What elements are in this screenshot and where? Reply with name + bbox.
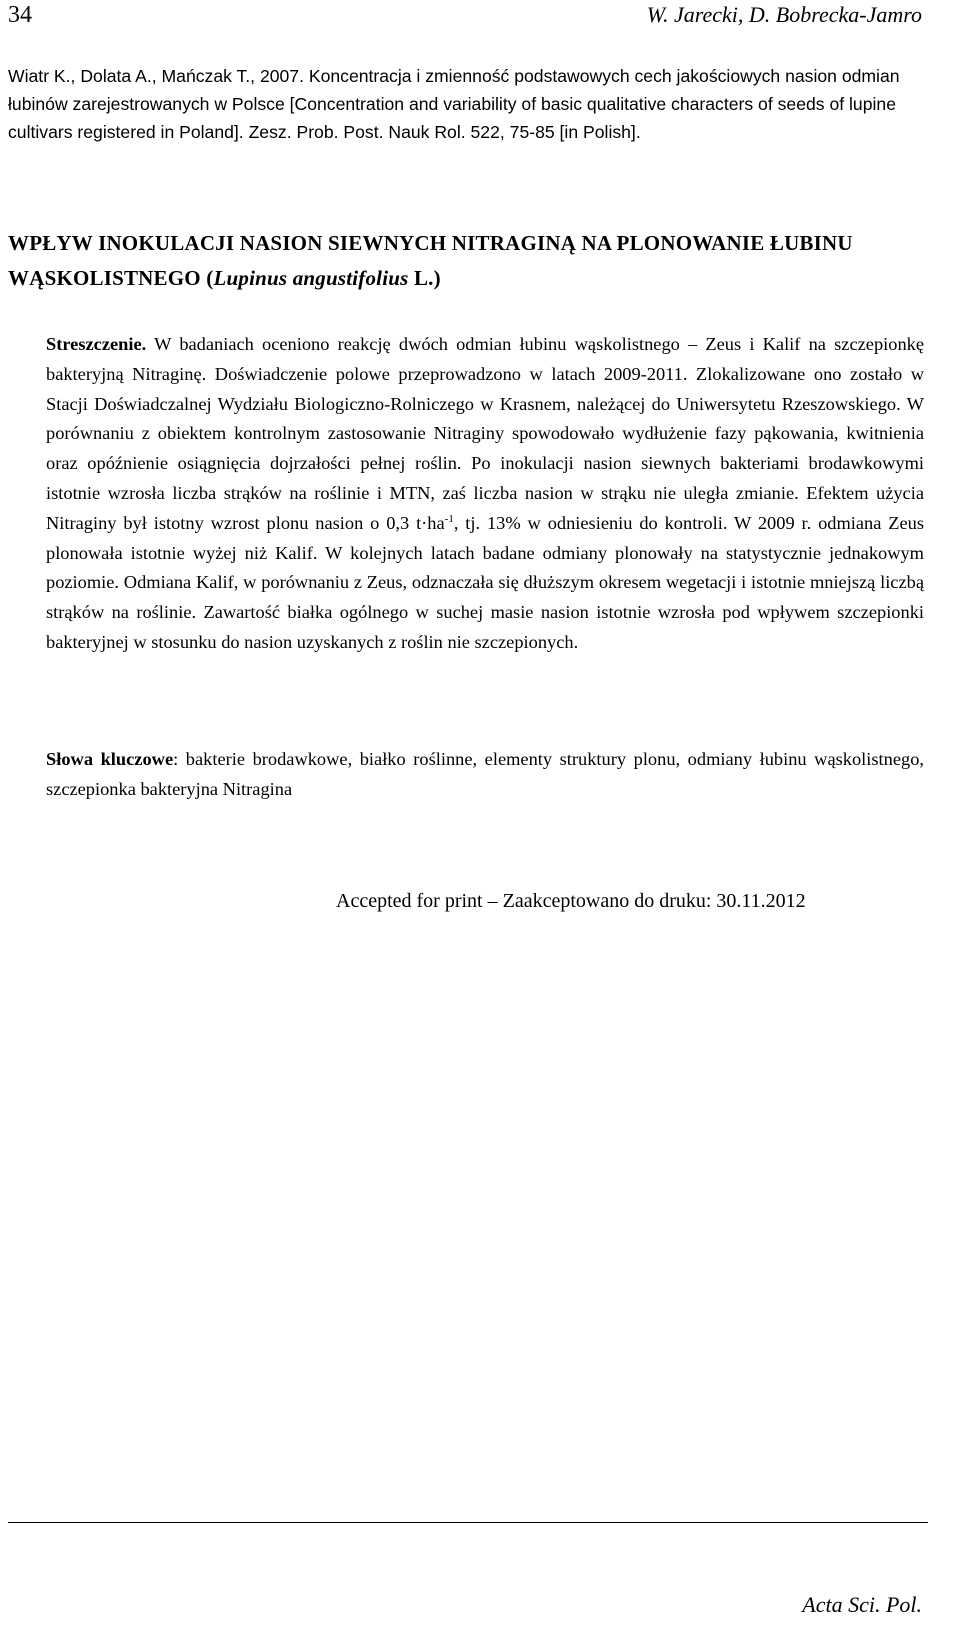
keywords-label: Słowa kluczowe: [46, 749, 174, 769]
reference-entry: Wiatr K., Dolata A., Mańczak T., 2007. Koncentracja i zmienność podstawowych cech jakościowych nasion odmian łubinów zarejestrowanych w Polsce [Concentration and variability of basic qualitative characters of seeds of lupine cultivars registered in Poland]. Zesz. Prob. Post. Nauk Rol. 522, 75-85 [in Polish].: [8, 66, 900, 142]
keywords: [46, 745, 924, 805]
abstract-label: Streszczenie.: [46, 334, 147, 354]
footer-divider: [8, 1522, 928, 1523]
accepted-date: Accepted for print – Zaakceptowano do druku: 30.11.2012: [336, 890, 806, 912]
abstract-text-continued: , tj. 13% w odniesieniu do kontroli. W 2009 r. odmiana Zeus plonowała istotnie wyżej niż Kalif. W kolejnych latach badane odmiany plonowały na statystycznie jednakowym poziomie. Odmiana Kalif, w porównaniu z Zeus, odznaczała się dłuższym okresem wegetacji i istotnie mniejszą liczbą strąków na roślinie. Zawartość białka ogólnego w suchej masie nasion istotnie wzrosła pod wpływem szczepionki bakteryjnej w stosunku do nasion uzyskanych z roślin nie szczepionych.: [46, 512, 925, 652]
page-number: 34: [8, 2, 32, 28]
title-main: WPŁYW INOKULACJI NASION SIEWNYCH NITRAGINĄ NA PLONOWANIE ŁUBINU WĄSKOLISTNEGO (: [8, 231, 853, 290]
running-header-authors: W. Jarecki, D. Bobrecka-Jamro: [646, 2, 922, 27]
abstract-superscript: -1: [444, 512, 454, 525]
article-title: [8, 226, 922, 296]
footer-journal-name: Acta Sci. Pol.: [802, 1592, 922, 1617]
abstract: [46, 330, 924, 658]
keywords-text: : bakterie brodawkowe, białko roślinne, elementy struktury plonu, odmiany łubinu wąskolistnego, szczepionka bakteryjna Nitragina: [46, 749, 924, 799]
title-suffix: L.): [408, 266, 441, 290]
abstract-text: W badaniach oceniono reakcję dwóch odmian łubinu wąskolistnego – Zeus i Kalif na szczepionkę bakteryjną Nitraginę. Doświadczenie polowe przeprowadzono w latach 2009-2011. Zlokalizowane ono zostało w Stacji Doświadczalnej Wydziału Biologiczno-Rolniczego w Krasnem, należącej do Uniwersytetu Rzeszowskiego. W porównaniu z obiektem kontrolnym zastosowanie Nitraginy spowodowało wydłużenie fazy pąkowania, kwitnienia oraz opóźnienie osiągnięcia dojrzałości pełnej roślin. Po inokulacji nasion siewnych bakteriami brodawkowymi istotnie wzrosła liczba strąków na roślinie i MTN, zaś liczba nasion w strąku nie uległa zmianie. Efektem użycia Nitraginy był istotny wzrost plonu nasion o 0,3 t·ha: [46, 334, 924, 533]
title-latin-name: Lupinus angustifolius: [213, 266, 409, 290]
